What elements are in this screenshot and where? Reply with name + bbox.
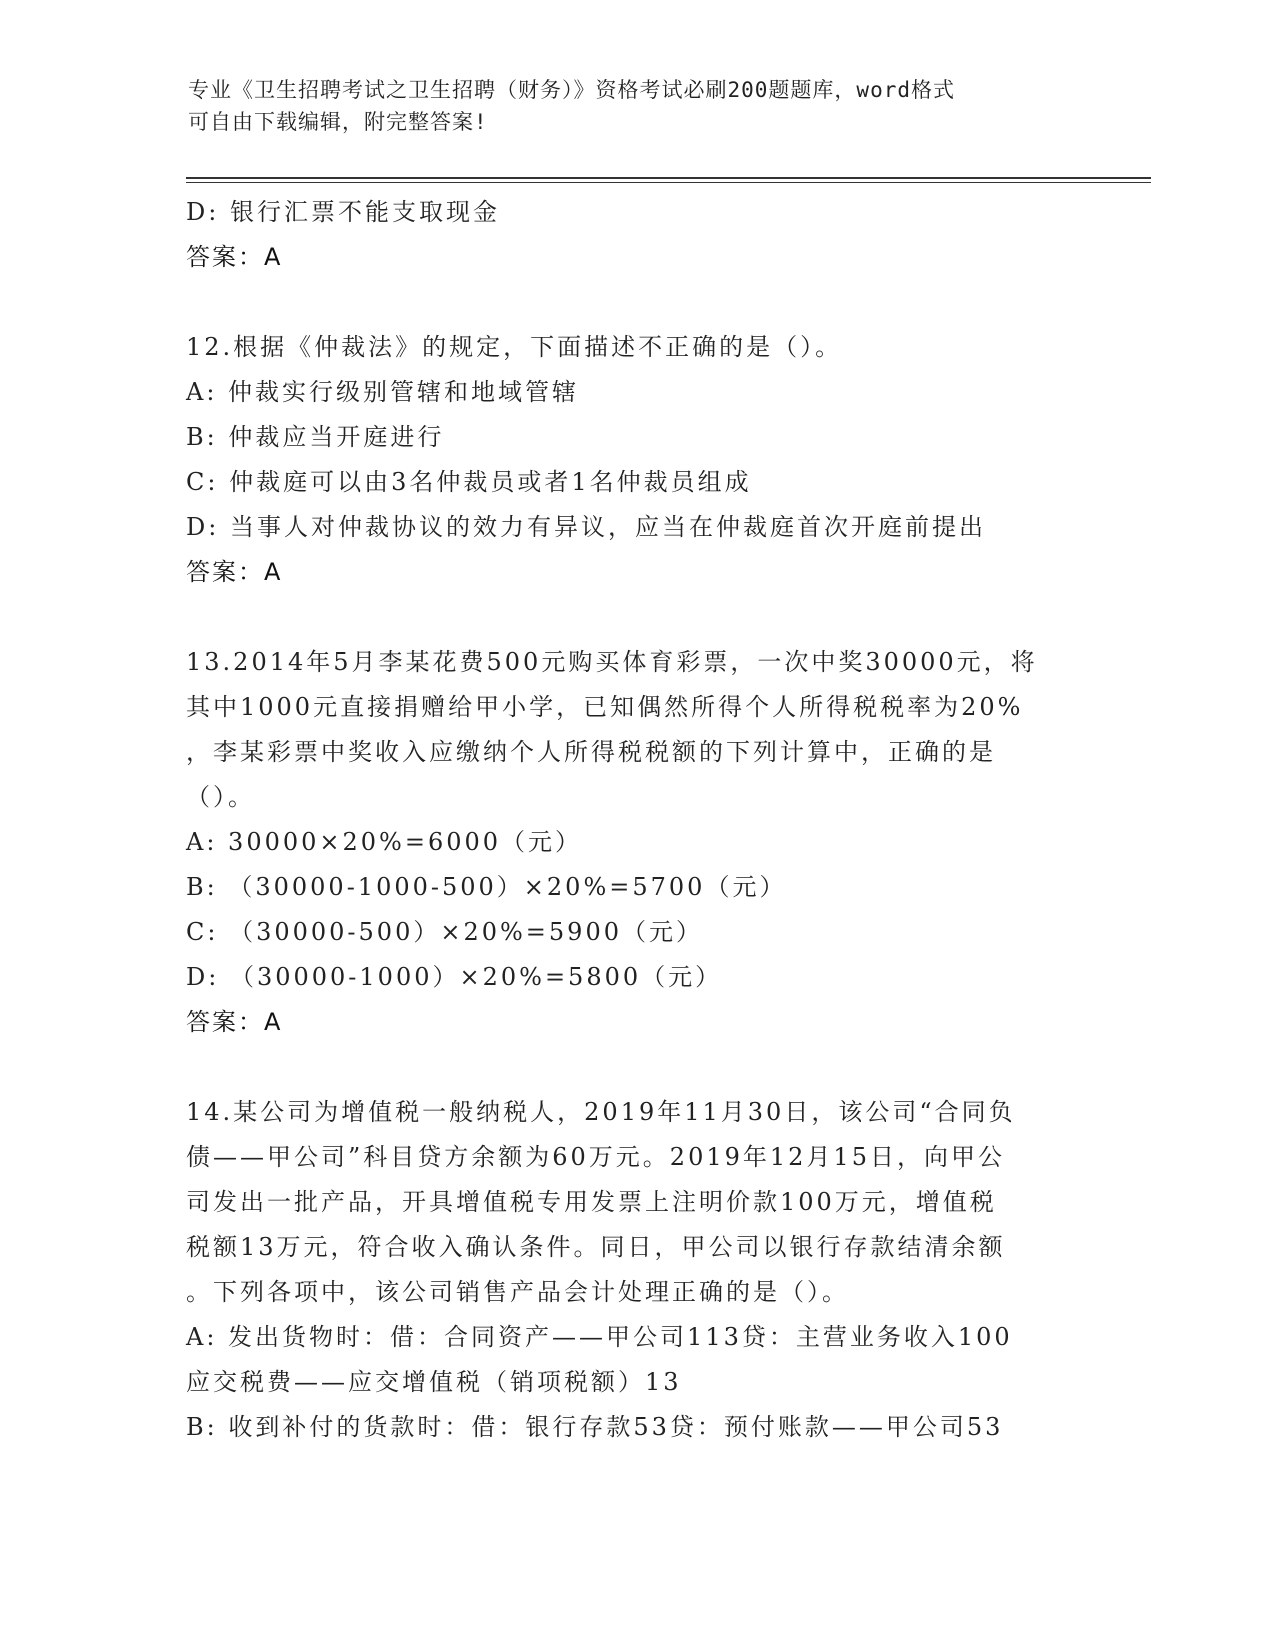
header-line-1: 专业《卫生招聘考试之卫生招聘（财务）》资格考试必刷200题题库，word格式 <box>188 78 955 102</box>
q13-option-a: A: 30000×20%=6000（元） <box>186 828 583 856</box>
q14-stem-line-2: 债——甲公司”科目贷方余额为60万元。2019年12月15日，向甲公 <box>186 1143 1005 1171</box>
q14-stem-line-3: 司发出一批产品，开具增值税专用发票上注明价款100万元，增值税 <box>186 1188 997 1216</box>
q12-answer: 答案：A <box>186 558 283 586</box>
q13-option-d: D: （30000-1000）×20%=5800（元） <box>186 963 723 991</box>
q13-stem-line-2: 其中1000元直接捐赠给甲小学，已知偶然所得个人所得税税率为20% <box>186 693 1024 721</box>
q13-stem-line-3: ，李某彩票中奖收入应缴纳个人所得税税额的下列计算中，正确的是 <box>186 738 996 766</box>
q14-stem-line-5: 。下列各项中，该公司销售产品会计处理正确的是（）。 <box>186 1278 849 1306</box>
q14-option-b: B: 收到补付的货款时：借：银行存款53贷：预付账款——甲公司53 <box>186 1413 1004 1441</box>
header-rule-thick <box>186 177 1151 179</box>
q13-option-b: B: （30000-1000-500）×20%=5700（元） <box>186 873 787 901</box>
q12-option-d: D: 当事人对仲裁协议的效力有异议，应当在仲裁庭首次开庭前提出 <box>186 513 986 541</box>
q12-option-b: B: 仲裁应当开庭进行 <box>186 423 445 451</box>
q12-option-c: C: 仲裁庭可以由3名仲裁员或者1名仲裁员组成 <box>186 468 752 496</box>
q14-option-a-line-1: A: 发出货物时：借：合同资产——甲公司113贷：主营业务收入100 <box>186 1323 1013 1351</box>
q12-option-a: A: 仲裁实行级别管辖和地域管辖 <box>186 378 580 406</box>
q14-option-a-line-2: 应交税费——应交增值税（销项税额）13 <box>186 1368 682 1396</box>
document-header <box>188 74 1068 138</box>
q13-stem-line-1: 13.2014年5月李某花费500元购买体育彩票，一次中奖30000元，将 <box>186 648 1038 676</box>
q14-stem-line-4: 税额13万元，符合收入确认条件。同日，甲公司以银行存款结清余额 <box>186 1233 1006 1261</box>
question-content <box>186 190 1086 1450</box>
q13-answer: 答案：A <box>186 1008 283 1036</box>
q13-option-c: C: （30000-500）×20%=5900（元） <box>186 918 703 946</box>
prev-answer: 答案：A <box>186 243 283 271</box>
q12-stem: 12.根据《仲裁法》的规定，下面描述不正确的是（）。 <box>186 333 843 361</box>
prev-option-d: D: 银行汇票不能支取现金 <box>186 198 500 226</box>
header-rule-thin <box>186 182 1151 183</box>
q13-stem-line-4: （）。 <box>186 783 255 811</box>
q14-stem-line-1: 14.某公司为增值税一般纳税人，2019年11月30日，该公司“合同负 <box>186 1098 1016 1126</box>
spacer <box>186 1045 1086 1090</box>
spacer <box>186 280 1086 325</box>
header-line-2: 可自由下载编辑，附完整答案! <box>188 110 488 134</box>
spacer <box>186 595 1086 640</box>
